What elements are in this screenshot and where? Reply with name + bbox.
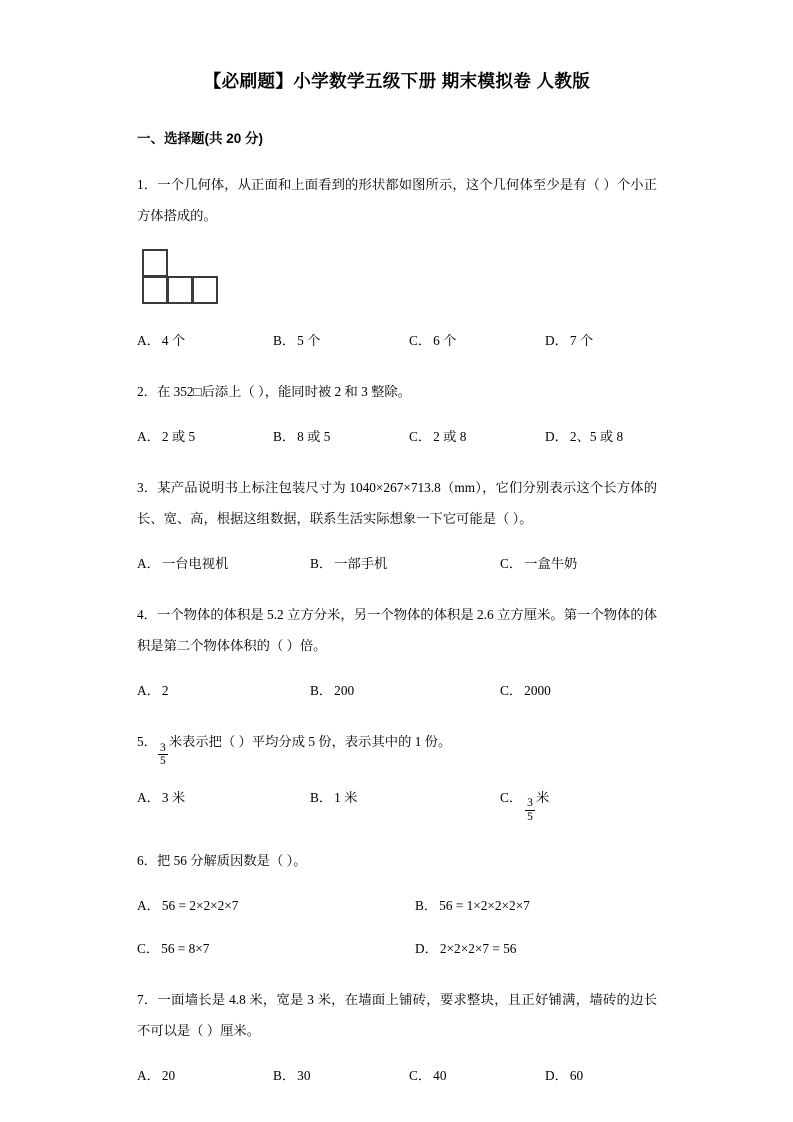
option-b-text: 200	[334, 683, 355, 698]
option-d[interactable]	[545, 424, 681, 450]
option-b-text: 1 米	[334, 789, 358, 805]
option-d-label: D．	[545, 429, 568, 444]
fraction-denominator: 5	[527, 810, 533, 823]
option-b-label: B．	[273, 429, 296, 444]
question-1-stem: 1．一个几何体，从正面和上面看到的形状都如图所示，这个几何体至少是有（ ）个小正方体搭成的。	[137, 177, 657, 223]
question-1-options	[137, 328, 657, 354]
question-5-options	[137, 785, 657, 824]
option-a-text: 一台电视机	[161, 556, 229, 571]
option-b-text: 5 个	[297, 333, 321, 348]
option-b[interactable]	[310, 551, 500, 577]
option-a-label: A．	[137, 556, 160, 571]
option-a-text: 56 = 2×2×2×7	[161, 898, 239, 914]
question-4-stem: 4．一个物体的体积是 5.2 立方分米，另一个物体的体积是 2.6 立方厘米。第一个物体的体积是第二个物体体积的（ ）倍。	[137, 607, 657, 653]
option-b[interactable]	[310, 785, 500, 824]
option-d-text: 60	[569, 1068, 584, 1084]
fraction-numerator: 3	[159, 741, 166, 754]
option-a-label: A．	[137, 429, 160, 444]
option-b[interactable]	[273, 328, 409, 354]
option-c-label: C．	[137, 941, 160, 957]
question-5-stem-prefix: 5．	[137, 734, 157, 749]
option-b-label: B．	[415, 898, 438, 914]
question-7	[137, 984, 657, 1089]
option-a-text: 2 或 5	[161, 429, 196, 444]
option-c[interactable]	[409, 328, 545, 354]
option-c-label: C．	[500, 789, 523, 805]
option-d-text: 2、5 或 8	[569, 429, 624, 444]
question-2-stem: 2．在 352□后添上（ ），能同时被 2 和 3 整除。	[137, 384, 411, 399]
option-c-label: C．	[500, 556, 523, 571]
question-4-options	[137, 678, 657, 704]
option-d[interactable]	[545, 1063, 681, 1089]
option-c-label: C．	[409, 1068, 432, 1084]
page-title: 【必刷题】小学数学五级下册 期末模拟卷 人教版	[203, 71, 591, 91]
cube-cell	[192, 276, 218, 304]
fraction-numerator: 3	[527, 797, 533, 810]
option-c[interactable]	[500, 678, 657, 704]
question-6-options-row-2	[137, 936, 657, 962]
cube-cell	[142, 276, 168, 304]
question-2	[137, 376, 657, 450]
question-6-options-row-1	[137, 893, 657, 919]
option-c-text: 一盒牛奶	[524, 556, 578, 571]
option-b-label: B．	[310, 683, 333, 698]
fraction-three-fifths	[525, 797, 535, 823]
question-1-figure	[142, 249, 657, 311]
option-b[interactable]	[415, 893, 693, 919]
option-b-label: B．	[310, 556, 333, 571]
option-d-text: 2×2×2×7 = 56	[439, 941, 517, 957]
option-c[interactable]	[137, 936, 415, 962]
option-a-label: A．	[137, 898, 160, 914]
option-d[interactable]	[415, 936, 693, 962]
fraction-three-fifths	[158, 742, 168, 768]
option-b[interactable]	[273, 424, 409, 450]
option-a[interactable]	[137, 1063, 273, 1089]
option-d-label: D．	[415, 941, 438, 957]
question-3-stem: 3．某产品说明书上标注包装尺寸为 1040×267×713.8（mm），它们分别表示这个长方体的长、宽、高，根据这组数据，联系生活实际想象一下它可能是（ ）。	[137, 480, 657, 526]
question-5-stem-suffix: 米表示把（ ）平均分成 5 份，表示其中的 1 份。	[168, 734, 452, 749]
question-5	[137, 726, 657, 823]
question-2-options	[137, 424, 657, 450]
cube-cell	[142, 249, 168, 277]
option-a-text: 3 米	[161, 789, 186, 805]
section-heading-multiple-choice: 一、选择题(共 20 分)	[137, 131, 264, 146]
question-3-options	[137, 551, 657, 577]
option-a[interactable]	[137, 893, 415, 919]
option-c-text: 2 或 8	[433, 429, 467, 444]
option-a[interactable]	[137, 424, 273, 450]
cube-stack-view-icon	[142, 249, 220, 305]
option-b-text: 8 或 5	[297, 429, 331, 444]
option-b[interactable]	[310, 678, 500, 704]
cube-cell	[167, 276, 193, 304]
question-5-stem	[137, 726, 657, 768]
option-a[interactable]	[137, 328, 273, 354]
option-c-text: 2000	[524, 683, 551, 698]
question-3	[137, 472, 657, 577]
question-7-options	[137, 1063, 657, 1089]
option-a[interactable]	[137, 551, 310, 577]
option-b-text: 56 = 1×2×2×2×7	[439, 898, 530, 914]
question-6	[137, 845, 657, 962]
option-b-text: 30	[297, 1068, 311, 1084]
option-a-text: 4 个	[161, 333, 186, 348]
option-d-label: D．	[545, 333, 568, 348]
option-b[interactable]	[273, 1063, 409, 1089]
option-a[interactable]	[137, 785, 310, 824]
question-6-stem: 6．把 56 分解质因数是（ ）。	[137, 853, 307, 869]
option-b-label: B．	[310, 789, 333, 805]
option-a-label: A．	[137, 683, 160, 698]
option-d-label: D．	[545, 1068, 568, 1084]
question-4	[137, 599, 657, 704]
option-a-label: A．	[137, 789, 160, 805]
option-c[interactable]	[409, 424, 545, 450]
option-a[interactable]	[137, 678, 310, 704]
option-d[interactable]	[545, 328, 681, 354]
option-c-text: 40	[433, 1068, 447, 1084]
option-a-text: 2	[161, 683, 169, 698]
option-c-text: 56 = 8×7	[161, 941, 210, 957]
page-content	[137, 0, 657, 1089]
option-c-label: C．	[409, 429, 432, 444]
option-c-text: 米	[535, 789, 550, 805]
option-c-text: 6 个	[433, 333, 457, 348]
option-c[interactable]	[500, 551, 657, 577]
option-b-text: 一部手机	[334, 556, 388, 571]
option-b-label: B．	[273, 1068, 296, 1084]
option-c-label: C．	[409, 333, 432, 348]
option-d-text: 7 个	[569, 333, 594, 348]
question-7-stem: 7．一面墙长是 4.8 米，宽是 3 米，在墙面上铺砖，要求整块，且正好铺满，墙砖的边长不可以是（ ）厘米。	[137, 992, 657, 1039]
option-c[interactable]	[500, 785, 657, 824]
fraction-denominator: 5	[159, 755, 166, 768]
question-1	[137, 169, 657, 354]
option-a-label: A．	[137, 1068, 160, 1084]
option-c[interactable]	[409, 1063, 545, 1089]
option-c-label: C．	[500, 683, 523, 698]
option-b-label: B．	[273, 333, 296, 348]
option-a-text: 20	[161, 1068, 176, 1084]
option-a-label: A．	[137, 333, 160, 348]
